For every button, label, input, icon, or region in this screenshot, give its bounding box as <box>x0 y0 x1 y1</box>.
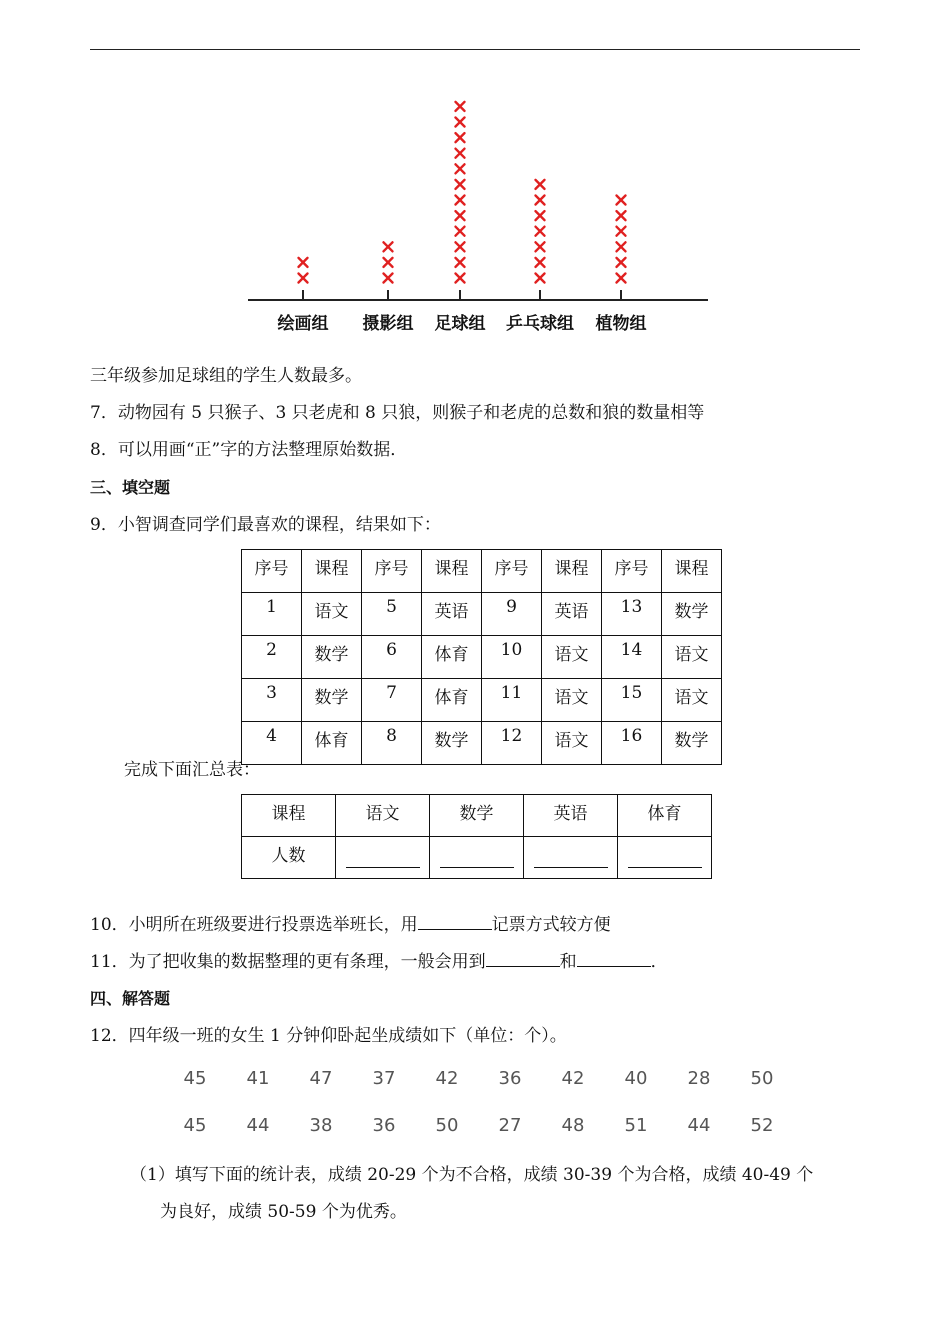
data-mark-x <box>617 211 626 220</box>
survey-header-course-cell: 课程 <box>302 550 362 593</box>
survey-number-cell: 7 <box>362 679 422 722</box>
q12-part1-line1: （1）填写下面的统计表，成绩 20-29 个为不合格，成绩 30-39 个为合格，成绩 40-49 个 <box>130 1165 814 1185</box>
data-mark-x <box>456 211 465 220</box>
q11-prefix: 11．为了把收集的数据整理的更有条理，一般会用到 <box>90 952 486 972</box>
q6-conclusion: 三年级参加足球组的学生人数最多。 <box>90 366 362 386</box>
q11-middle: 和 <box>559 952 577 972</box>
survey-course-cell: 体育 <box>422 679 482 722</box>
survey-course-cell: 语文 <box>662 679 722 722</box>
score-value: 38 <box>309 1115 333 1136</box>
survey-course-cell: 语文 <box>542 636 602 679</box>
summary-table <box>241 794 712 879</box>
data-mark-x <box>456 180 465 189</box>
q8-text: 8．可以用画“正”字的方法整理原始数据． <box>90 440 408 460</box>
category-label: 足球组 <box>434 314 486 334</box>
score-value: 41 <box>246 1068 270 1089</box>
survey-header-number-cell: 序号 <box>602 550 662 593</box>
survey-number-cell: 2 <box>242 636 302 679</box>
data-mark-x <box>384 258 393 267</box>
answer-blank[interactable] <box>577 950 651 967</box>
survey-number-cell: 4 <box>242 722 302 765</box>
survey-course-cell: 英语 <box>542 593 602 636</box>
survey-number-cell: 12 <box>482 722 542 765</box>
survey-course-cell: 体育 <box>422 636 482 679</box>
data-mark-x <box>536 258 545 267</box>
survey-course-cell: 数学 <box>662 722 722 765</box>
survey-header-number-cell: 序号 <box>242 550 302 593</box>
score-value: 42 <box>435 1068 459 1089</box>
survey-table <box>241 549 722 765</box>
data-mark-x <box>536 227 545 236</box>
survey-course-cell: 英语 <box>422 593 482 636</box>
header-rule <box>90 49 860 50</box>
survey-number-cell: 16 <box>602 722 662 765</box>
score-value: 36 <box>498 1068 522 1089</box>
data-mark-x <box>384 242 393 251</box>
survey-course-cell: 语文 <box>302 593 362 636</box>
answer-blank[interactable] <box>486 950 560 967</box>
survey-number-cell: 13 <box>602 593 662 636</box>
survey-header-number-cell: 序号 <box>482 550 542 593</box>
data-mark-x <box>536 180 545 189</box>
category-label: 绘画组 <box>277 314 329 334</box>
category-label: 摄影组 <box>362 314 414 334</box>
summary-header-cell: 英语 <box>524 795 618 837</box>
summary-header-cell: 体育 <box>618 795 712 837</box>
q9-text: 9．小智调查同学们最喜欢的课程，结果如下： <box>90 515 441 535</box>
summary-count-row <box>242 837 712 879</box>
score-value: 40 <box>624 1068 648 1089</box>
answer-blank[interactable] <box>618 837 712 879</box>
survey-course-cell: 语文 <box>542 722 602 765</box>
score-value: 28 <box>687 1068 711 1089</box>
q12-part1-line2: 为良好，成绩 50-59 个为优秀。 <box>160 1202 407 1222</box>
data-mark-x <box>536 242 545 251</box>
survey-number-cell: 10 <box>482 636 542 679</box>
score-value: 45 <box>183 1068 207 1089</box>
data-mark-x <box>617 258 626 267</box>
survey-course-cell: 数学 <box>422 722 482 765</box>
survey-row <box>242 636 722 679</box>
data-mark-x <box>456 227 465 236</box>
score-value: 52 <box>750 1115 774 1136</box>
data-mark-x <box>384 274 393 283</box>
survey-number-cell: 8 <box>362 722 422 765</box>
data-mark-x <box>617 196 626 205</box>
survey-number-cell: 9 <box>482 593 542 636</box>
survey-header-course-cell: 课程 <box>542 550 602 593</box>
q7-text: 7．动物园有 5 只猴子、3 只老虎和 8 只狼，则猴子和老虎的总数和狼的数量相等 <box>90 403 705 423</box>
dot-plot-chart <box>240 85 720 340</box>
q11-text <box>90 950 668 973</box>
summary-header-cell: 数学 <box>430 795 524 837</box>
data-mark-x <box>456 242 465 251</box>
survey-header-row <box>242 550 722 593</box>
summary-header-cell: 语文 <box>336 795 430 837</box>
survey-number-cell: 6 <box>362 636 422 679</box>
survey-course-cell: 数学 <box>302 679 362 722</box>
answer-blank[interactable] <box>418 913 492 930</box>
survey-course-cell: 数学 <box>662 593 722 636</box>
section-3-heading: 三、填空题 <box>90 478 171 497</box>
score-value: 36 <box>372 1115 396 1136</box>
score-value: 45 <box>183 1115 207 1136</box>
data-mark-x <box>456 274 465 283</box>
score-value: 37 <box>372 1068 396 1089</box>
survey-row <box>242 679 722 722</box>
survey-number-cell: 11 <box>482 679 542 722</box>
answer-blank[interactable] <box>336 837 430 879</box>
data-mark-x <box>617 242 626 251</box>
survey-number-cell: 5 <box>362 593 422 636</box>
q10-suffix: 记票方式较方便 <box>491 915 611 935</box>
summary-header-cell: 课程 <box>242 795 336 837</box>
survey-number-cell: 15 <box>602 679 662 722</box>
data-mark-x <box>617 227 626 236</box>
data-mark-x <box>456 258 465 267</box>
survey-header-number-cell: 序号 <box>362 550 422 593</box>
survey-course-cell: 体育 <box>302 722 362 765</box>
score-value: 51 <box>624 1115 648 1136</box>
survey-row <box>242 722 722 765</box>
survey-number-cell: 3 <box>242 679 302 722</box>
score-value: 44 <box>246 1115 270 1136</box>
q12-text: 12．四年级一班的女生 1 分钟仰卧起坐成绩如下（单位：个）。 <box>90 1026 567 1046</box>
data-mark-x <box>536 274 545 283</box>
survey-header-course-cell: 课程 <box>422 550 482 593</box>
score-value: 50 <box>435 1115 459 1136</box>
survey-course-cell: 语文 <box>662 636 722 679</box>
data-mark-x <box>617 274 626 283</box>
data-mark-x <box>299 274 308 283</box>
survey-course-cell: 数学 <box>302 636 362 679</box>
answer-blank[interactable] <box>524 837 618 879</box>
data-mark-x <box>456 149 465 158</box>
data-mark-x <box>456 196 465 205</box>
score-value: 42 <box>561 1068 585 1089</box>
data-mark-x <box>456 164 465 173</box>
data-mark-x <box>536 211 545 220</box>
data-mark-x <box>456 133 465 142</box>
q9-instruction: 完成下面汇总表： <box>124 760 260 780</box>
data-mark-x <box>299 258 308 267</box>
summary-header-row <box>242 795 712 837</box>
score-value: 44 <box>687 1115 711 1136</box>
score-value: 47 <box>309 1068 333 1089</box>
score-value: 50 <box>750 1068 774 1089</box>
survey-row <box>242 593 722 636</box>
section-4-heading: 四、解答题 <box>90 989 171 1008</box>
q10-prefix: 10．小明所在班级要进行投票选举班长，用 <box>90 915 418 935</box>
data-mark-x <box>456 102 465 111</box>
survey-number-cell: 1 <box>242 593 302 636</box>
data-mark-x <box>456 118 465 127</box>
data-mark-x <box>536 196 545 205</box>
answer-blank[interactable] <box>430 837 524 879</box>
q11-end: ． <box>650 952 668 972</box>
summary-row-label: 人数 <box>242 837 336 879</box>
score-value: 27 <box>498 1115 522 1136</box>
survey-number-cell: 14 <box>602 636 662 679</box>
survey-header-course-cell: 课程 <box>662 550 722 593</box>
score-value: 48 <box>561 1115 585 1136</box>
survey-course-cell: 语文 <box>542 679 602 722</box>
category-label: 乒乓球组 <box>506 314 574 334</box>
category-label: 植物组 <box>595 314 647 334</box>
q10-text <box>90 913 611 936</box>
